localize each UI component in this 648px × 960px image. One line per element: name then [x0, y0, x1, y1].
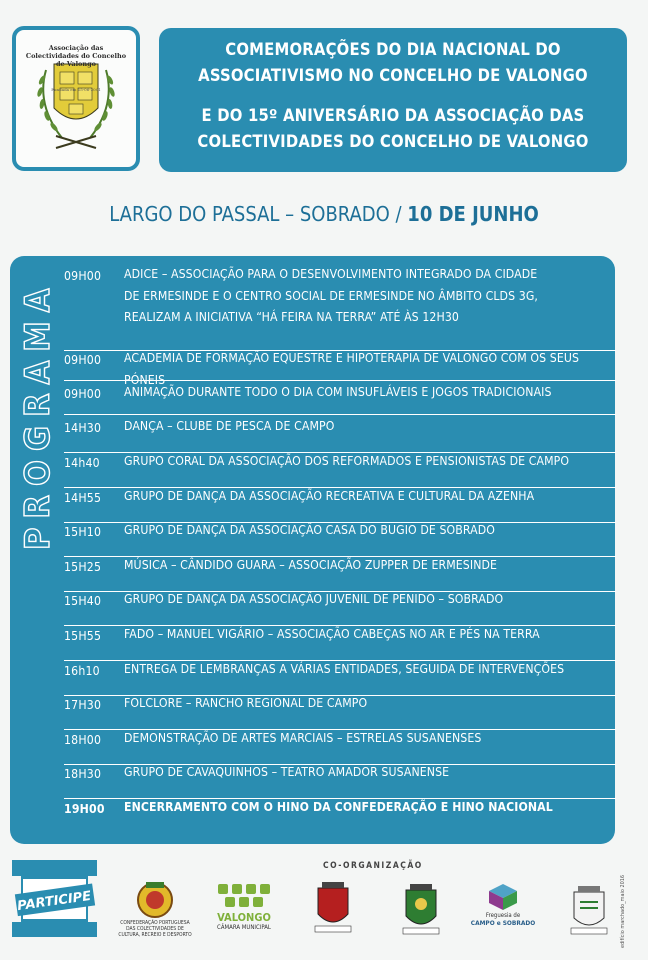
participe-badge	[8, 856, 101, 941]
program-item	[64, 453, 616, 488]
program-item	[64, 764, 616, 799]
venue-name: LARGO DO PASSAL – SOBRADO /	[109, 202, 408, 226]
program-time: 14H30	[64, 421, 102, 435]
program-vertical-label: PROGRAMA	[18, 279, 58, 550]
program-description: DANÇA – CLUBE DE PESCA DE CAMPO	[124, 419, 335, 433]
program-description: ACADEMIA DE FORMAÇÃO EQUESTRE E HIPOTERAPIA DE VALONGO COM OS SEUS PÓNEIS	[124, 351, 580, 387]
program-description: ENCERRAMENTO COM O HINO DA CONFEDERAÇÃO E HINO NACIONAL	[124, 800, 553, 814]
program-description: FOLCLORE – RANCHO REGIONAL DE CAMPO	[124, 696, 368, 710]
program-time: 09H00	[64, 353, 102, 367]
program-time: 15H55	[64, 629, 102, 643]
title-banner	[159, 28, 627, 172]
participe-text: PARTICIPE	[16, 888, 93, 915]
program-description: GRUPO CORAL DA ASSOCIAÇÃO DOS REFORMADOS E PENSIONISTAS DE CAMPO	[124, 454, 570, 468]
program-description: ANIMAÇÃO DURANTE TODO O DIA COM INSUFLÁVEIS E JOGOS TRADICIONAIS	[124, 385, 552, 399]
program-description: GRUPO DE CAVAQUINHOS – TEATRO AMADOR SUSANENSE	[124, 765, 450, 779]
association-logo	[12, 26, 140, 171]
program-description: GRUPO DE DANÇA DA ASSOCIAÇÃO CASA DO BUGIO DE SOBRADO	[124, 523, 496, 537]
program-time: 14h40	[64, 456, 100, 470]
title-line-4: COLECTIVIDADES DO CONCELHO DE VALONGO	[197, 132, 589, 151]
program-description: GRUPO DE DANÇA DA ASSOCIAÇÃO RECREATIVA E CULTURAL DA AZENHA	[124, 489, 535, 503]
program-time: 15H25	[64, 560, 102, 574]
program-item	[64, 591, 616, 626]
program-item	[64, 799, 616, 833]
program-item	[64, 730, 616, 765]
program-description: ADICE – ASSOCIAÇÃO PARA O DESENVOLVIMENTO INTEGRADO DA CIDADE DE ERMESINDE E O CENTRO SOCIAL DE ERMESINDE NO ÂMBITO CLDS 3G, REALIZAM A INICIATIVA “HÁ FEIRA NA TERRA” ATÉ ÀS 12H30	[124, 267, 538, 324]
program-time: 14H55	[64, 491, 102, 505]
side-note: edifício marchado_maio 2016	[620, 874, 626, 948]
crest-3-icon	[566, 884, 612, 940]
coorganization-heading: CO-ORGANIZAÇÃO	[323, 861, 423, 871]
program-description: DEMONSTRAÇÃO DE ARTES MARCIAIS – ESTRELAS SUSANENSES	[124, 731, 482, 745]
program-time: 15H40	[64, 594, 102, 608]
camara-label: CÂMARA MUNICIPAL	[217, 924, 271, 931]
program-time: 19H00	[64, 802, 105, 816]
program-time: 15H10	[64, 525, 102, 539]
program-item	[64, 266, 616, 351]
program-item	[64, 661, 616, 696]
program-time: 09H00	[64, 269, 102, 283]
program-time: 18H30	[64, 767, 102, 781]
valongo-pictograms-icon	[214, 880, 274, 910]
program-item	[64, 488, 616, 523]
confederation-label: CONFEDERAÇÃO PORTUGUESA DAS COLECTIVIDADES DE CULTURA, RECREIO E DESPORTO	[118, 920, 192, 938]
association-name: Associação das Colectividades do Concelho de Valongo	[25, 44, 127, 68]
valongo-label: VALONGO	[217, 911, 271, 924]
crest-1-icon	[310, 880, 356, 940]
title-line-3: E DO 15º ANIVERSÁRIO DA ASSOCIAÇÃO DAS	[201, 106, 585, 125]
program-item	[64, 418, 616, 453]
venue-line	[0, 202, 648, 226]
program-time: 09H00	[64, 387, 102, 401]
campo-sobrado-label: CAMPO e SOBRADO	[470, 919, 536, 927]
program-item	[64, 384, 616, 415]
program-time: 18H00	[64, 733, 102, 747]
title-line-1: COMEMORAÇÕES DO DIA NACIONAL DO	[225, 40, 561, 59]
program-item	[64, 557, 616, 592]
program-time: 16h10	[64, 664, 100, 678]
program-description: ENTREGA DE LEMBRANÇAS A VÁRIAS ENTIDADES, SEGUIDA DE INTERVENÇÕES	[124, 662, 565, 676]
program-item	[64, 350, 616, 387]
program-time: 17H30	[64, 698, 102, 712]
program-item	[64, 695, 616, 730]
freguesia-cube-icon	[486, 882, 520, 912]
event-date: 10 DE JUNHO	[407, 202, 539, 226]
program-description: FADO – MANUEL VIGÁRIO – ASSOCIAÇÃO CABEÇAS NO AR E PÉS NA TERRA	[124, 627, 540, 641]
title-line-2: ASSOCIATIVISMO NO CONCELHO DE VALONGO	[198, 66, 588, 85]
crest-2-icon	[398, 882, 444, 942]
program-description: MÚSICA – CÂNDIDO GUARA – ASSOCIAÇÃO ZUPPER DE ERMESINDE	[124, 558, 498, 572]
freguesia-label: Freguesia de	[485, 912, 521, 919]
founded-date: Fundada em 15-06-2001	[51, 87, 101, 92]
program-item	[64, 522, 616, 557]
program-description: GRUPO DE DANÇA DA ASSOCIAÇÃO JUVENIL DE PENIDO – SOBRADO	[124, 592, 504, 606]
program-item	[64, 626, 616, 661]
